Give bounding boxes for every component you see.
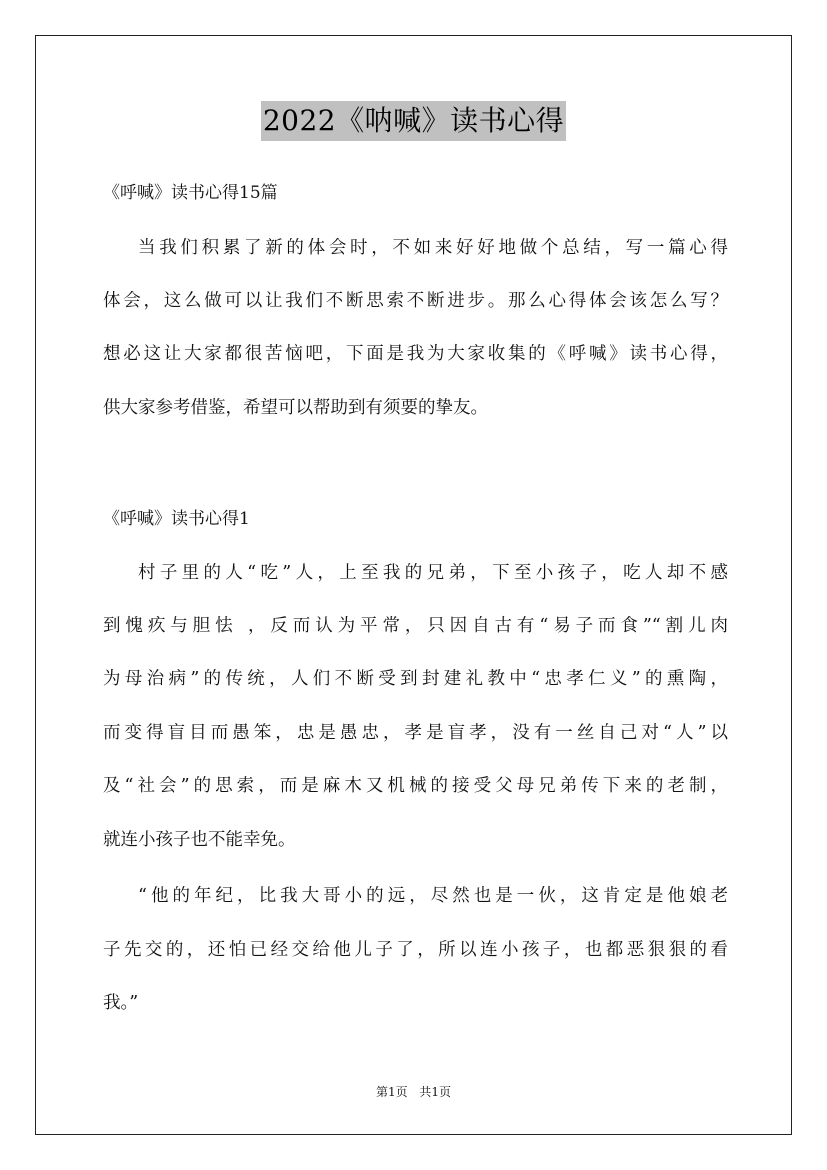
section-heading: 《呼喊》读书心得1 <box>103 509 250 529</box>
body-line-8: 子先交的，还怕已经交给他儿子了，所以连小孩子，也都恶狠狠的看 <box>103 940 728 960</box>
body-line-1: 村子里的人“吃”人，上至我的兄弟，下至小孩子，吃人却不感 <box>138 563 728 583</box>
body-line-3: 为母治病”的传统，人们不断受到封建礼教中“忠孝仁义”的熏陶， <box>103 669 728 689</box>
body-line-7: “他的年纪，比我大哥小的远，尽然也是一伙，这肯定是他娘老 <box>138 886 728 906</box>
intro-line-3: 想必这让大家都很苦恼吧，下面是我为大家收集的《呼喊》读书心得， <box>103 344 728 364</box>
page-footer <box>0 1084 827 1100</box>
intro-line-1: 当我们积累了新的体会时，不如来好好地做个总结，写一篇心得 <box>138 238 728 258</box>
intro-line-4: 供大家参考借鉴，希望可以帮助到有须要的挚友。 <box>103 398 488 418</box>
body-line-6: 就连小孩子也不能幸免。 <box>103 830 296 850</box>
page-total: 共1页 <box>419 1085 452 1099</box>
body-line-5: 及“社会”的思索，而是麻木又机械的接受父母兄弟传下来的老制， <box>103 776 728 796</box>
intro-line-2: 体会，这么做可以让我们不断思索不断进步。那么心得体会该怎么写？ <box>103 291 728 311</box>
body-line-9: 我。” <box>103 993 139 1013</box>
body-line-2: 到愧疚与胆怯 ，反而认为平常，只因自古有“易子而食”“割儿肉 <box>103 616 728 636</box>
document-subtitle: 《呼喊》读书心得15篇 <box>103 183 278 203</box>
body-line-4: 而变得盲目而愚笨，忠是愚忠，孝是盲孝，没有一丝自己对“人”以 <box>103 723 728 743</box>
title-container <box>0 101 827 141</box>
page-number: 第1页 <box>375 1085 408 1099</box>
document-title: 2022《呐喊》读书心得 <box>261 101 566 141</box>
